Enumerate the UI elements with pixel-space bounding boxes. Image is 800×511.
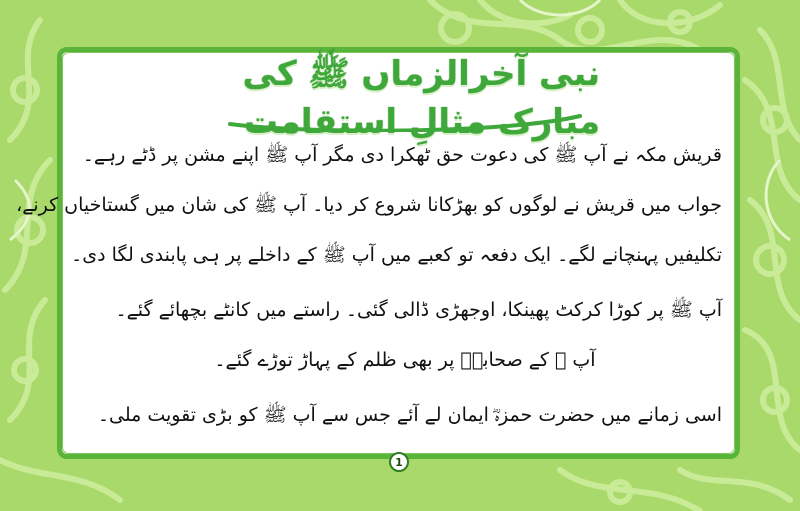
page-title: نبی آخرالزماں ﷺ کی مبارک مثالِ استقامت — [242, 53, 600, 142]
title-underline-swoosh — [225, 110, 585, 132]
text-line: آپ ﷺ کے صحابہؓ پر بھی ظلم کے پہاڑ توڑے گئے۔ — [214, 349, 596, 371]
page-number-badge: 1 — [389, 452, 409, 472]
text-line: اسی زمانے میں حضرت حمزہؓ ایمان لے آئے جس سے آپ ﷺ کو بڑی تقویت ملی۔ — [97, 404, 722, 426]
text-line: قریش مکہ نے آپ ﷺ کی دعوت حق ٹھکرا دی مگر آپ ﷺ اپنے مشن پر ڈٹے رہے۔ — [82, 144, 722, 166]
text-line: آپ ﷺ پر کوڑا کرکٹ پھینکا، اوجھڑی ڈالی گئی۔ راستے میں کانٹے بچھائے گئے۔ — [115, 299, 722, 321]
body-text — [16, 132, 730, 452]
text-line: جواب میں قریش نے لوگوں کو بھڑکانا شروع کر دیا۔ آپ ﷺ کی شان میں گستاخیاں کرنے، — [16, 194, 722, 216]
text-line: تکلیفیں پہنچانے لگے۔ ایک دفعہ تو کعبے میں آپ ﷺ کے داخلے پر ہی پابندی لگا دی۔ — [71, 244, 722, 266]
